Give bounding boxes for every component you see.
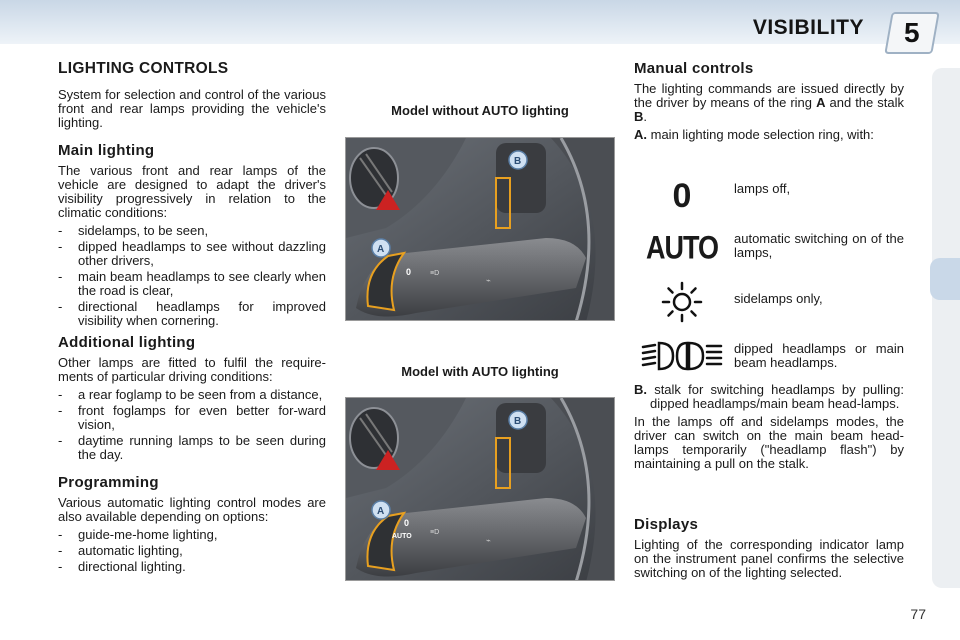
displays-heading: Displays — [634, 516, 699, 533]
intro-text: System for selection and control of the various front and rear lamps providing the vehicle's lighting. — [58, 87, 326, 130]
additional-lighting-heading: Additional lighting — [58, 334, 196, 351]
manual-text-mid: and the stalk — [829, 95, 905, 110]
additional-lighting-text: Other lamps are fitted to fulfil the require-ments of particular driving conditions: — [58, 355, 326, 384]
b-text: stalk for switching headlamps by pulling: dipped headlamps/main beam head-lamps. — [650, 382, 904, 411]
list-item: - front foglamps for even better for-ward vision, — [58, 404, 326, 432]
svg-text:⌁: ⌁ — [486, 276, 491, 285]
a-text: main lighting mode selection ring, with: — [650, 127, 874, 142]
ring-zero-label-auto-model: 0 — [404, 518, 410, 528]
stalk-letter: B — [634, 109, 644, 124]
list-item: - dipped headlamps to see without dazzling other drivers, — [58, 240, 326, 268]
list-item: - sidelamps, to be seen, — [58, 224, 326, 238]
manual-text-end: . — [643, 109, 648, 124]
a-label: A. — [634, 127, 647, 142]
chapter-tab-active[interactable] — [930, 258, 960, 300]
label-a-bottom: A — [377, 506, 385, 517]
manual-text-start: The lighting commands are issued directly by the driver by means of the ring — [634, 81, 904, 110]
displays-text: Lighting of the corresponding indicator lamp on the instrument panel confirms the selective switching on of the lighting selected. — [634, 537, 904, 580]
ring-letter: A — [816, 95, 826, 110]
manual-controls-heading: Manual controls — [634, 60, 754, 77]
chapter-badge — [884, 12, 939, 54]
ring-description — [634, 128, 904, 142]
list-item: - daytime running lamps to be seen during the day. — [58, 434, 326, 462]
section-title: LIGHTING CONTROLS — [58, 60, 229, 77]
mode-auto — [634, 226, 906, 270]
mode-text: automatic switching on of the lamps, — [734, 231, 904, 260]
page-title: VISIBILITY — [752, 16, 864, 39]
additional-lighting-list — [58, 388, 326, 462]
main-lighting-heading: Main lighting — [58, 142, 155, 159]
right-column — [634, 62, 904, 146]
mode-sidelamps — [634, 280, 906, 324]
svg-text:≡D: ≡D — [430, 270, 440, 277]
mode-headlamps — [634, 334, 906, 378]
figure-stalk-without-auto — [345, 137, 615, 321]
list-item: - directional headlamps for improved visibility when cornering. — [58, 300, 326, 328]
stalk-description — [634, 383, 904, 411]
svg-text:≡D: ≡D — [430, 529, 440, 536]
right-column-lower — [634, 383, 904, 475]
figure-caption-bottom: Model with AUTO lighting — [401, 364, 559, 379]
programming-text: Various automatic lighting control modes are also available depending on options: — [58, 495, 326, 524]
page-number: 77 — [910, 606, 926, 622]
main-lighting-list — [58, 224, 326, 328]
mode-text: lamps off, — [734, 181, 791, 196]
sidelamps-icon — [634, 280, 730, 324]
flash-text: In the lamps off and sidelamps modes, the driver can switch on the main beam head-lamps temporarily ("headlamp flash") by maintaining a pull on the stalk. — [634, 414, 904, 471]
label-b-top: B — [514, 156, 522, 167]
mode-text: sidelamps only, — [734, 291, 823, 306]
list-item: - automatic lighting, — [58, 544, 326, 558]
programming-heading: Programming — [58, 474, 159, 491]
list-item: - directional lighting. — [58, 560, 326, 574]
main-lighting-text: The various front and rear lamps of the vehicle are designed to adapt the driver's visibility progressively in relation to the climatic conditions: — [58, 163, 326, 220]
displays-section — [634, 518, 904, 584]
list-item: - main beam headlamps to see clearly when the road is clear, — [58, 270, 326, 298]
label-b-bottom: B — [514, 416, 522, 427]
chapter-tab-strip — [932, 68, 960, 588]
manual-controls-text — [634, 82, 904, 124]
b-label: B. — [634, 382, 647, 397]
programming-list — [58, 528, 326, 574]
ring-zero-label: 0 — [406, 267, 412, 277]
chapter-number: 5 — [904, 17, 920, 48]
label-a-top: A — [377, 244, 385, 255]
mode-lamps-off — [634, 174, 906, 218]
svg-text:⌁: ⌁ — [486, 536, 491, 545]
list-item: - guide-me-home lighting, — [58, 528, 326, 542]
list-item: - a rear foglamp to be seen from a distance, — [58, 388, 326, 402]
headlamps-icon — [634, 334, 730, 378]
lamps-off-zero-icon: 0 — [672, 176, 692, 215]
left-column — [58, 62, 326, 576]
figure-stalk-with-auto — [345, 397, 615, 581]
mode-text: dipped headlamps or main beam headlamps. — [734, 341, 904, 370]
figure-caption-top: Model without AUTO lighting — [391, 103, 569, 118]
ring-auto-label: AUTO — [392, 533, 412, 540]
auto-mode-icon: AUTO — [645, 229, 718, 266]
